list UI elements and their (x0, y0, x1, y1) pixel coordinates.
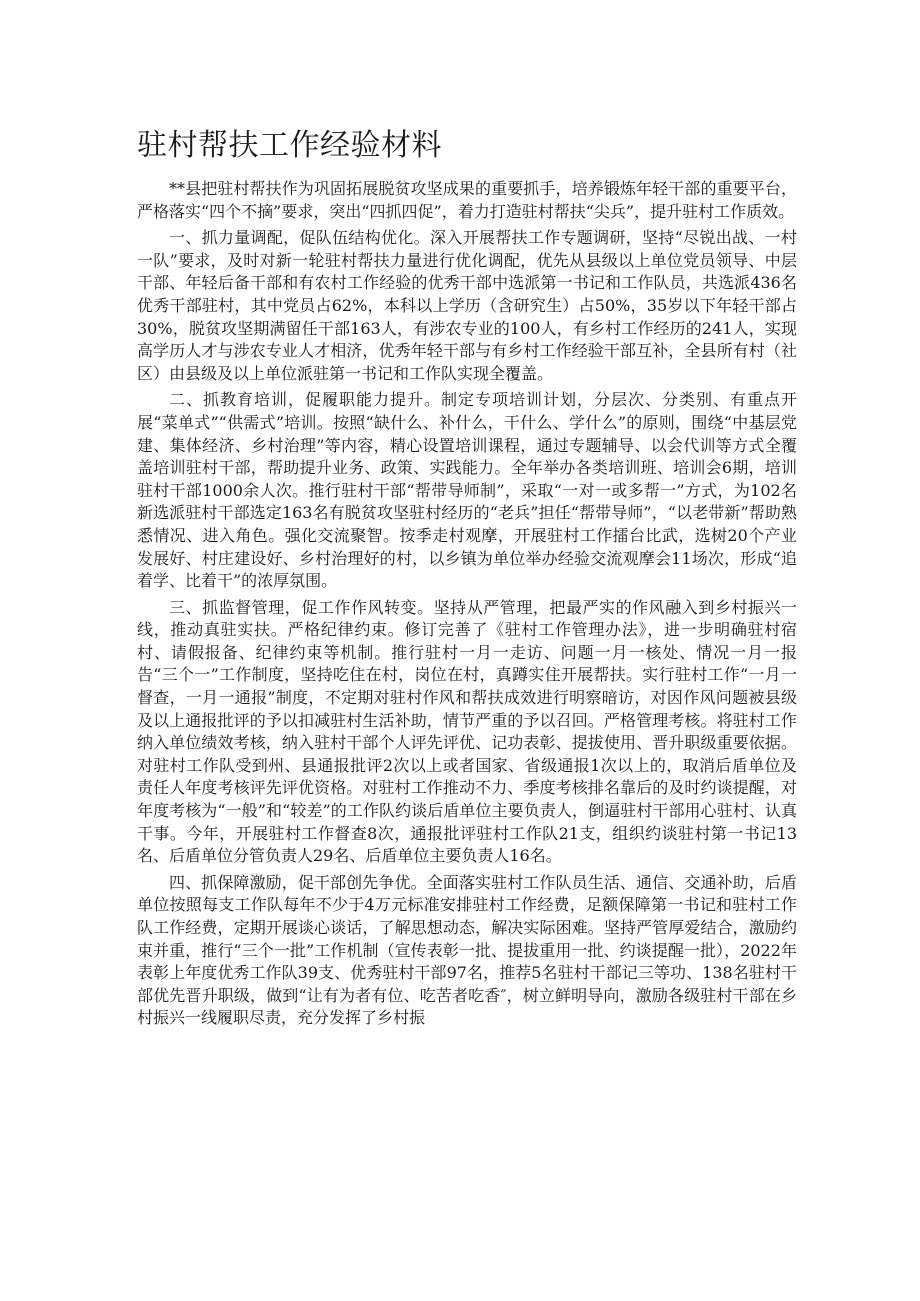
section-4-paragraph: 四、抓保障激励，促干部创先争优。全面落实驻村工作队员生活、通信、交通补助，后盾单位按照每支工作队每年不少于4万元标准安排驻村工作经费，足额保障第一书记和驻村工作队工作经费，定期开展谈心谈话，了解思想动态，解决实际困难。坚持严管厚爱结合，激励约束并重，推行“三个一批”工作机制（宣传表彰一批、提拔重用一批、约谈提醒一批），2022年表彰上年度优秀工作队39支、优秀驻村干部97名，推荐5名驻村干部记三等功、138名驻村干部优先晋升职级，做到“让有为者有位、吃苦者吃香″，树立鲜明导向，激励各级驻村干部在乡村振兴一线履职尽责，充分发挥了乡村振 (137, 872, 797, 1028)
document-title: 驻村帮扶工作经验材料 (137, 128, 442, 163)
intro-paragraph: **县把驻村帮扶作为巩固拓展脱贫攻坚成果的重要抓手，培养锻炼年轻干部的重要平台，严格落实“四个不摘”要求，突出“四抓四促”，着力打造驻村帮扶“尖兵”，提升驻村工作质效。 (137, 179, 797, 221)
document-body (137, 178, 797, 1034)
section-3-paragraph: 三、抓监督管理，促工作作风转变。坚持从严管理，把最严实的作风融入到乡村振兴一线，推动真驻实扶。严格纪律约束。修订完善了《驻村工作管理办法》，进一步明确驻村宿村、请假报备、纪律约束等机制。推行驻村一月一走访、问题一月一核处、情况一月一报告“三个一”工作制度，坚持吃住在村，岗位在村，真蹲实住开展帮扶。实行驻村工作“一月一督查，一月一通报”制度，不定期对驻村作风和帮扶成效进行明察暗访，对因作风问题被县级及以上通报批评的予以扣减驻村生活补助，情节严重的予以召回。严格管理考核。将驻村工作纳入单位绩效考核，纳入驻村干部个人评先评优、记功表彰、提拔使用、晋升职级重要依据。对驻村工作队受到州、县通报批评2次以上或者国家、省级通报1次以上的，取消后盾单位及责任人年度考核评先评优资格。对驻村工作推动不力、季度考核排名靠后的及时约谈提醒，对年度考核为“一般”和“较差”的工作队约谈后盾单位主要负责人，倒逼驻村干部用心驻村、认真干事。今年，开展驻村工作督查8次，通报批评驻村工作队21支，组织约谈驻村第一书记13名、后盾单位分管负责人29名、后盾单位主要负责人16名。 (137, 597, 797, 866)
section-2-paragraph: 二、抓教育培训，促履职能力提升。制定专项培训计划，分层次、分类别、有重点开展“菜单式”“供需式”培训。按照“缺什么、补什么，干什么、学什么”的原则，围绕“中基层党建、集体经济、乡村治理”等内容，精心设置培训课程，通过专题辅导、以会代训等方式全覆盖培训驻村干部，帮助提升业务、政策、实践能力。全年举办各类培训班、培训会6期，培训驻村干部1000余人次。推行驻村干部“帮带导师制”，采取“一对一或多帮一”方式，为102名新选派驻村干部选定163名有脱贫攻坚驻村经历的“老兵”担任“帮带导师”，“以老带新”帮助熟悉情况、进入角色。强化交流聚智。按季走村观摩，开展驻村工作擂台比武，选树20个产业发展好、村庄建设好、乡村治理好的村，以乡镇为单位举办经验交流观摩会11场次，形成“追着学、比着干”的浓厚氛围。 (137, 390, 797, 591)
section-1-paragraph: 一、抓力量调配，促队伍结构优化。深入开展帮扶工作专题调研，坚持“尽锐出战、一村一队”要求，及时对新一轮驻村帮扶力量进行优化调配，优先从县级以上单位党员领导、中层干部、年轻后备干部和有农村工作经验的优秀干部中选派第一书记和工作队员，共选派436名优秀干部驻村，其中党员占62%，本科以上学历（含研究生）占50%，35岁以下年轻干部占30%，脱贫攻坚期满留任干部163人，有涉农专业的100人，有乡村工作经历的241人，实现高学历人才与涉农专业人才相济，优秀年轻干部与有乡村工作经验干部互补，全县所有村（社区）由县级及以上单位派驻第一书记和工作队实现全覆盖。 (137, 228, 797, 383)
